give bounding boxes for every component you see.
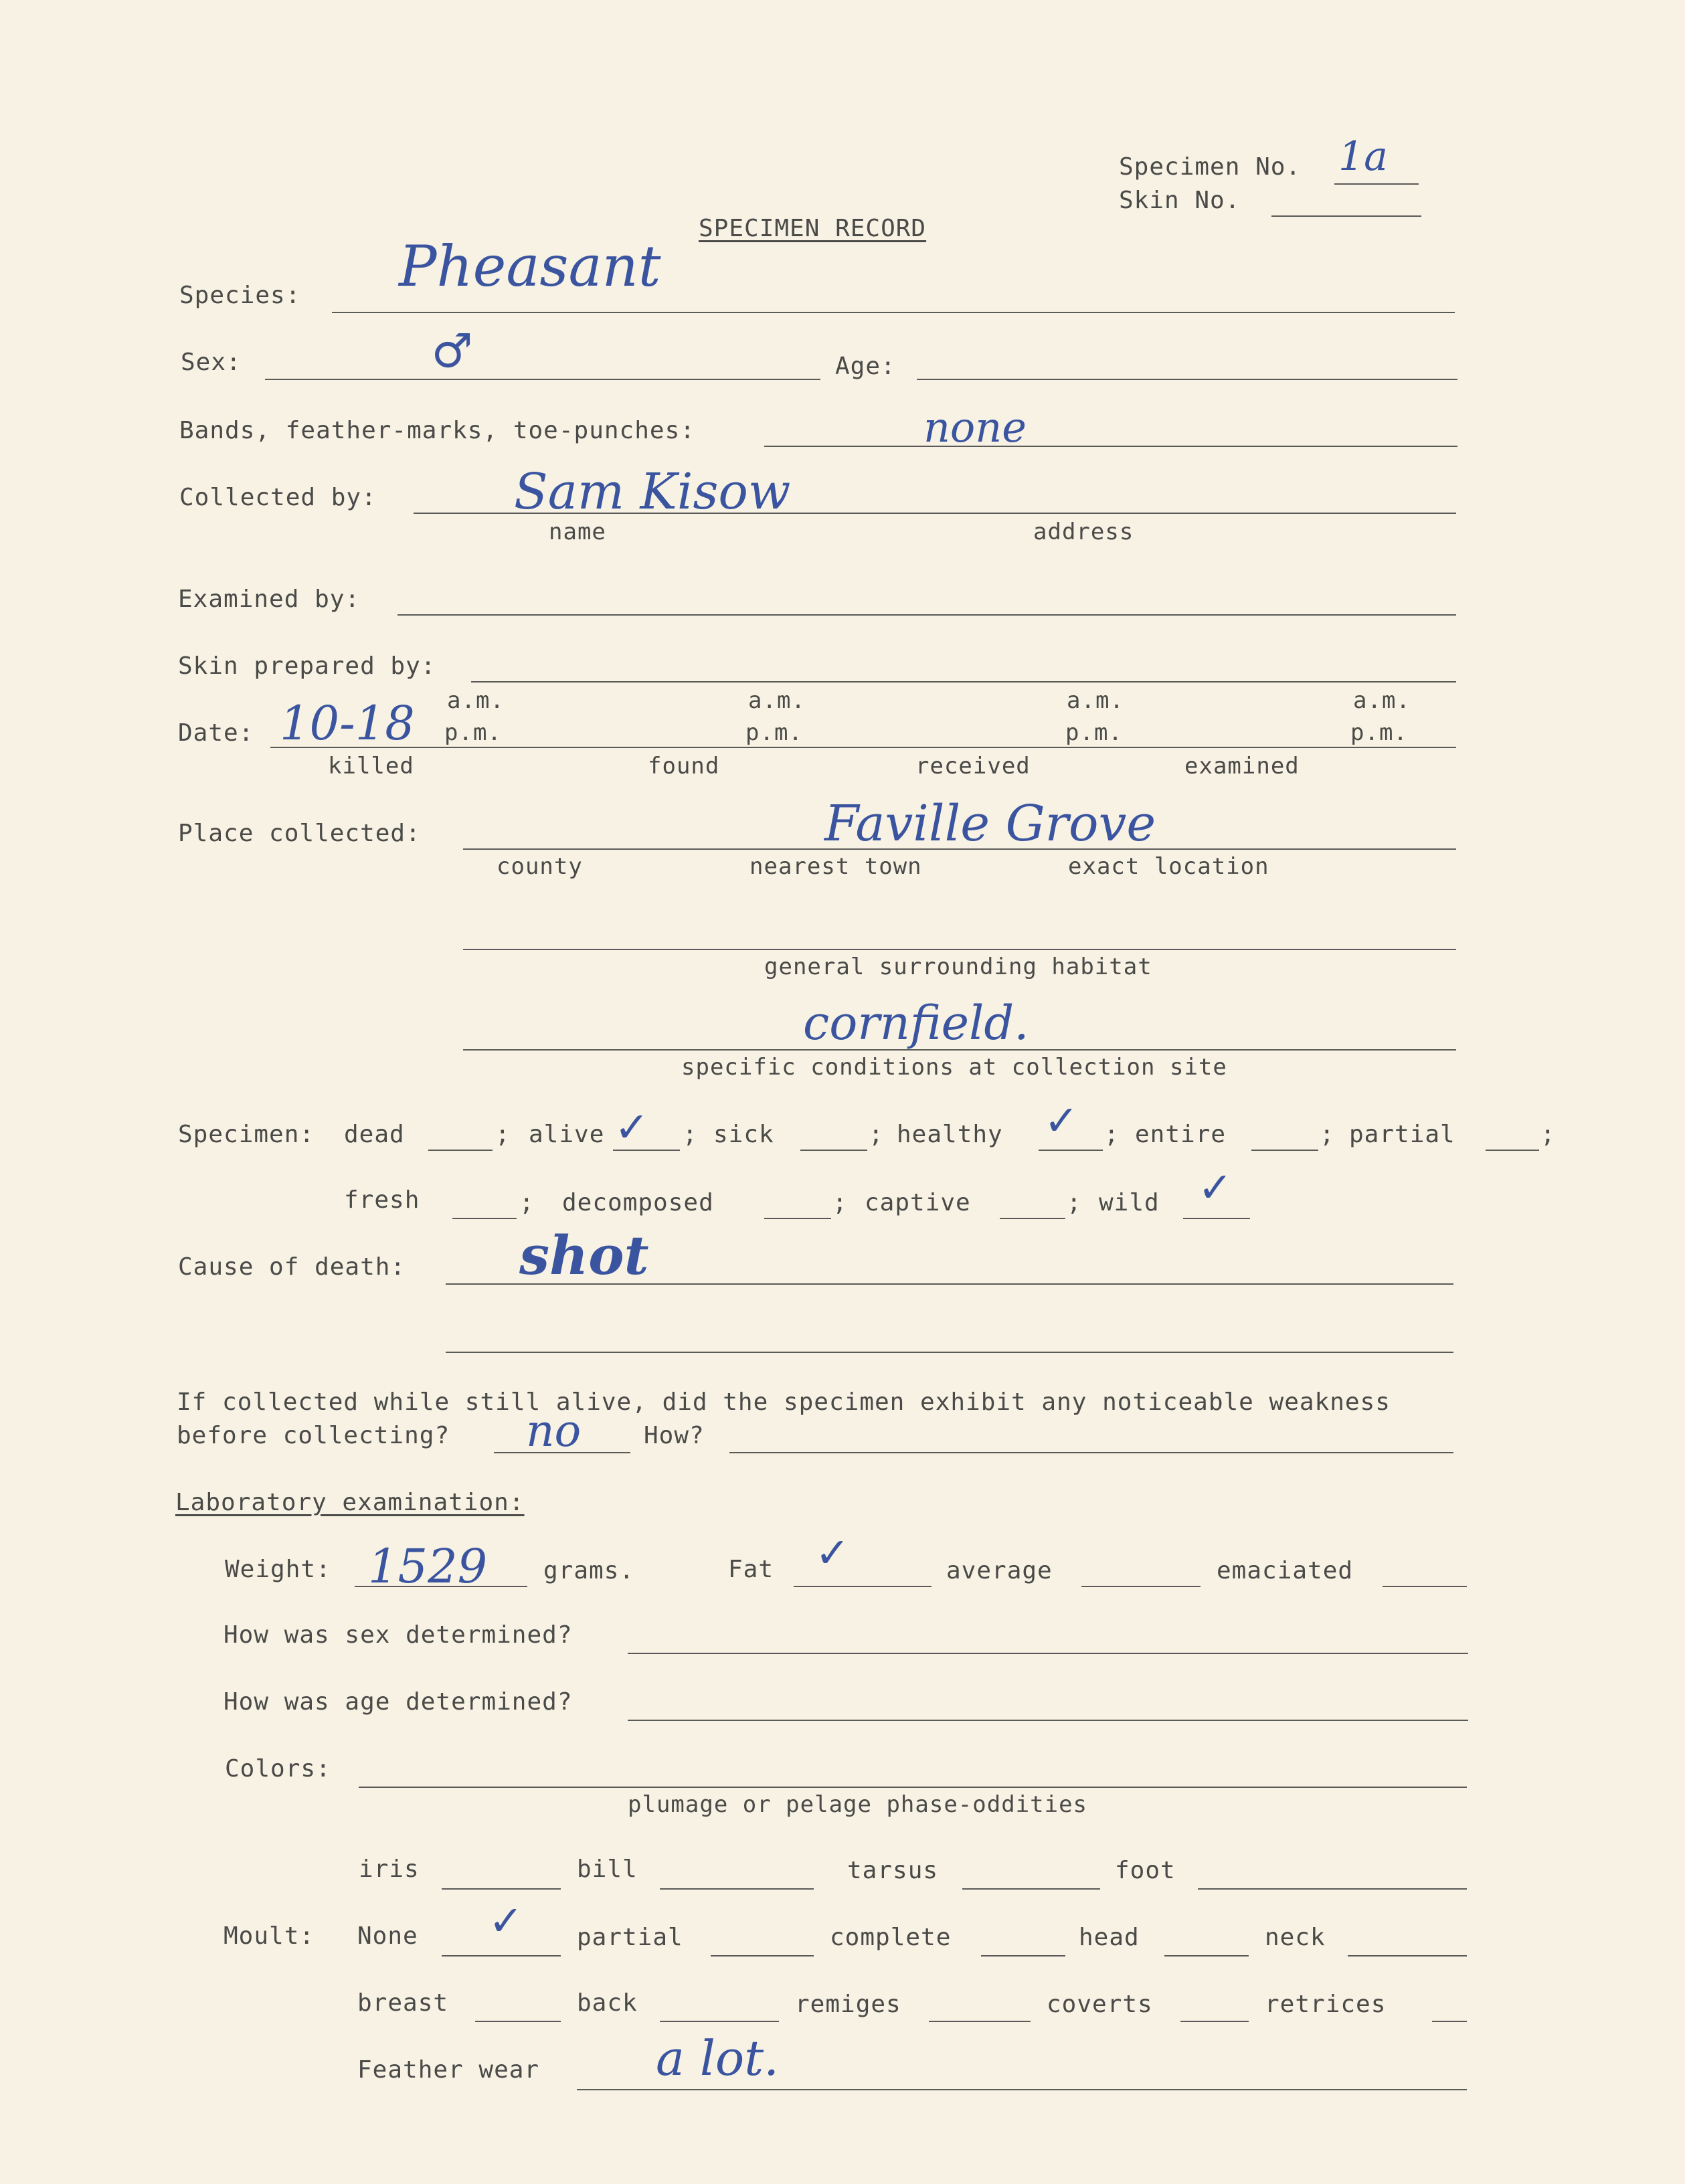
specimen-wild-label: wild bbox=[1099, 1189, 1160, 1216]
moult-complete-label: complete bbox=[830, 1924, 952, 1951]
bands-label: Bands, feather-marks, toe-punches: bbox=[179, 417, 695, 444]
semicolon: ; bbox=[832, 1189, 848, 1216]
place-collected-label: Place collected: bbox=[178, 820, 421, 847]
species-line bbox=[332, 312, 1455, 313]
specimen-sick-label: sick bbox=[713, 1121, 774, 1148]
sex-determined-line bbox=[628, 1653, 1468, 1654]
retrices-label: retrices bbox=[1265, 1991, 1387, 2018]
specimen-entire-label: entire bbox=[1135, 1121, 1227, 1148]
date-am-2: a.m. bbox=[748, 687, 806, 714]
date-am-3: a.m. bbox=[1067, 687, 1124, 714]
foot-line bbox=[1198, 1888, 1467, 1890]
date-killed-sublabel: killed bbox=[328, 753, 414, 780]
dead-blank bbox=[428, 1150, 493, 1151]
specimen-alive-label: alive bbox=[529, 1121, 605, 1148]
entire-blank bbox=[1251, 1150, 1318, 1151]
examined-by-line bbox=[397, 614, 1456, 616]
date-received-sublabel: received bbox=[915, 753, 1031, 780]
date-value: 10-18 bbox=[280, 696, 415, 751]
feather-wear-label: Feather wear bbox=[357, 2056, 540, 2084]
how-line bbox=[729, 1452, 1453, 1453]
skin-no-label: Skin No. bbox=[1119, 187, 1241, 214]
habitat-sublabel: general surrounding habitat bbox=[764, 953, 1152, 980]
nearest-town-sublabel: nearest town bbox=[749, 853, 922, 880]
specimen-no-line bbox=[1334, 183, 1419, 185]
moult-none-line bbox=[442, 1955, 561, 1956]
collected-by-label: Collected by: bbox=[179, 484, 377, 511]
sick-blank bbox=[800, 1150, 867, 1151]
conditions-value: cornfield. bbox=[803, 996, 1029, 1051]
semicolon: ; bbox=[1104, 1121, 1120, 1148]
fat-line bbox=[794, 1586, 932, 1587]
moult-label: Moult: bbox=[224, 1922, 315, 1950]
age-line bbox=[917, 379, 1457, 380]
sex-determined-label: How was sex determined? bbox=[224, 1621, 573, 1649]
remiges-label: remiges bbox=[795, 1991, 901, 2018]
healthy-check: ✓ bbox=[1044, 1096, 1079, 1145]
coverts-label: coverts bbox=[1047, 1991, 1153, 2018]
weakness-question-line1: If collected while still alive, did the specimen exhibit any noticeable weakness bbox=[177, 1388, 1391, 1416]
breast-label: breast bbox=[357, 1989, 449, 2017]
sex-line bbox=[265, 379, 820, 380]
semicolon: ; bbox=[869, 1121, 884, 1148]
exact-location-sublabel: exact location bbox=[1068, 853, 1269, 880]
remiges-line bbox=[929, 2021, 1031, 2022]
cause-of-death-value: shot bbox=[519, 1224, 649, 1287]
collected-name-sublabel: name bbox=[549, 519, 606, 545]
semicolon: ; bbox=[1320, 1121, 1335, 1148]
county-sublabel: county bbox=[497, 853, 583, 880]
moult-complete-line bbox=[981, 1955, 1065, 1956]
coverts-line bbox=[1180, 2021, 1249, 2022]
alive-check: ✓ bbox=[614, 1103, 649, 1152]
date-line bbox=[270, 747, 1456, 748]
age-determined-line bbox=[628, 1720, 1468, 1721]
partial-blank bbox=[1486, 1150, 1539, 1151]
tarsus-line bbox=[962, 1888, 1100, 1890]
date-found-sublabel: found bbox=[648, 753, 720, 780]
skin-no-line bbox=[1271, 215, 1421, 217]
average-label: average bbox=[946, 1557, 1053, 1584]
colors-label: Colors: bbox=[225, 1755, 331, 1783]
bill-line bbox=[660, 1888, 814, 1890]
moult-head-label: head bbox=[1079, 1924, 1140, 1951]
grams-label: grams. bbox=[543, 1557, 635, 1584]
date-am-4: a.m. bbox=[1353, 687, 1411, 714]
decomposed-blank bbox=[764, 1218, 831, 1219]
age-determined-label: How was age determined? bbox=[224, 1688, 573, 1716]
plumage-sublabel: plumage or pelage phase-oddities bbox=[628, 1791, 1088, 1818]
weight-value: 1529 bbox=[368, 1539, 488, 1594]
date-label: Date: bbox=[178, 719, 254, 747]
species-label: Species: bbox=[179, 282, 301, 309]
semicolon: ; bbox=[519, 1189, 535, 1216]
tarsus-label: tarsus bbox=[847, 1857, 939, 1884]
emaciated-line bbox=[1383, 1586, 1467, 1587]
moult-neck-line bbox=[1348, 1955, 1467, 1956]
back-label: back bbox=[577, 1989, 638, 2017]
bands-value: none bbox=[923, 403, 1027, 452]
sex-value: ♂ bbox=[431, 324, 473, 379]
skin-prepared-label: Skin prepared by: bbox=[178, 652, 436, 680]
weakness-value: no bbox=[526, 1405, 582, 1457]
date-pm-1: p.m. bbox=[444, 719, 502, 746]
foot-label: foot bbox=[1115, 1857, 1176, 1884]
collected-by-value: Sam Kisow bbox=[514, 463, 791, 521]
moult-none-check: ✓ bbox=[489, 1896, 523, 1945]
age-label: Age: bbox=[835, 353, 896, 380]
feather-wear-value: a lot. bbox=[656, 2030, 780, 2086]
specimen-captive-label: captive bbox=[865, 1189, 971, 1216]
habitat-line bbox=[463, 949, 1456, 950]
wild-blank bbox=[1183, 1218, 1250, 1219]
specimen-no-value: 1a bbox=[1338, 133, 1388, 180]
date-am-1: a.m. bbox=[447, 687, 505, 714]
collected-address-sublabel: address bbox=[1033, 519, 1134, 545]
examined-by-label: Examined by: bbox=[178, 585, 361, 613]
wild-check: ✓ bbox=[1198, 1163, 1233, 1212]
colors-line bbox=[359, 1787, 1467, 1788]
moult-neck-label: neck bbox=[1265, 1924, 1326, 1951]
bands-line bbox=[764, 446, 1457, 447]
how-label: How? bbox=[644, 1422, 705, 1449]
fat-check: ✓ bbox=[815, 1528, 850, 1577]
feather-wear-line bbox=[577, 2089, 1467, 2090]
semicolon: ; bbox=[495, 1121, 511, 1148]
place-collected-value: Faville Grove bbox=[824, 795, 1156, 852]
specimen-label: Specimen: bbox=[178, 1121, 315, 1148]
date-pm-3: p.m. bbox=[1065, 719, 1123, 746]
healthy-blank bbox=[1039, 1150, 1103, 1151]
semicolon: ; bbox=[683, 1121, 698, 1148]
date-pm-4: p.m. bbox=[1350, 719, 1408, 746]
fat-label: Fat bbox=[728, 1556, 774, 1583]
date-examined-sublabel: examined bbox=[1184, 753, 1300, 780]
moult-none-label: None bbox=[357, 1922, 418, 1950]
lab-title: Laboratory examination: bbox=[175, 1489, 525, 1516]
sex-label: Sex: bbox=[181, 349, 242, 376]
breast-line bbox=[475, 2021, 561, 2022]
skin-prepared-line bbox=[471, 681, 1456, 682]
weight-label: Weight: bbox=[225, 1556, 331, 1583]
moult-partial-label: partial bbox=[577, 1924, 683, 1951]
conditions-sublabel: specific conditions at collection site bbox=[681, 1054, 1227, 1081]
semicolon: ; bbox=[1540, 1121, 1556, 1148]
weakness-question-line2: before collecting? bbox=[177, 1422, 450, 1449]
species-value: Pheasant bbox=[399, 234, 661, 299]
captive-blank bbox=[1000, 1218, 1065, 1219]
emaciated-label: emaciated bbox=[1217, 1557, 1354, 1584]
semicolon: ; bbox=[1067, 1189, 1082, 1216]
date-pm-2: p.m. bbox=[745, 719, 803, 746]
fresh-blank bbox=[452, 1218, 517, 1219]
specimen-healthy-label: healthy bbox=[897, 1121, 1003, 1148]
average-line bbox=[1081, 1586, 1201, 1587]
back-line bbox=[660, 2021, 779, 2022]
moult-partial-line bbox=[711, 1955, 814, 1956]
specimen-partial-label: partial bbox=[1349, 1121, 1455, 1148]
specimen-fresh-label: fresh bbox=[344, 1186, 420, 1214]
specimen-dead-label: dead bbox=[344, 1121, 405, 1148]
iris-label: iris bbox=[359, 1855, 420, 1883]
specimen-decomposed-label: decomposed bbox=[562, 1189, 714, 1216]
retrices-line bbox=[1432, 2021, 1467, 2022]
bill-label: bill bbox=[577, 1855, 638, 1883]
cause-of-death-line-2 bbox=[446, 1352, 1453, 1353]
form-title: SPECIMEN RECORD bbox=[699, 215, 927, 242]
iris-line bbox=[442, 1888, 561, 1890]
cause-of-death-label: Cause of death: bbox=[178, 1253, 406, 1281]
moult-head-line bbox=[1164, 1955, 1249, 1956]
specimen-no-label: Specimen No. bbox=[1119, 153, 1302, 181]
